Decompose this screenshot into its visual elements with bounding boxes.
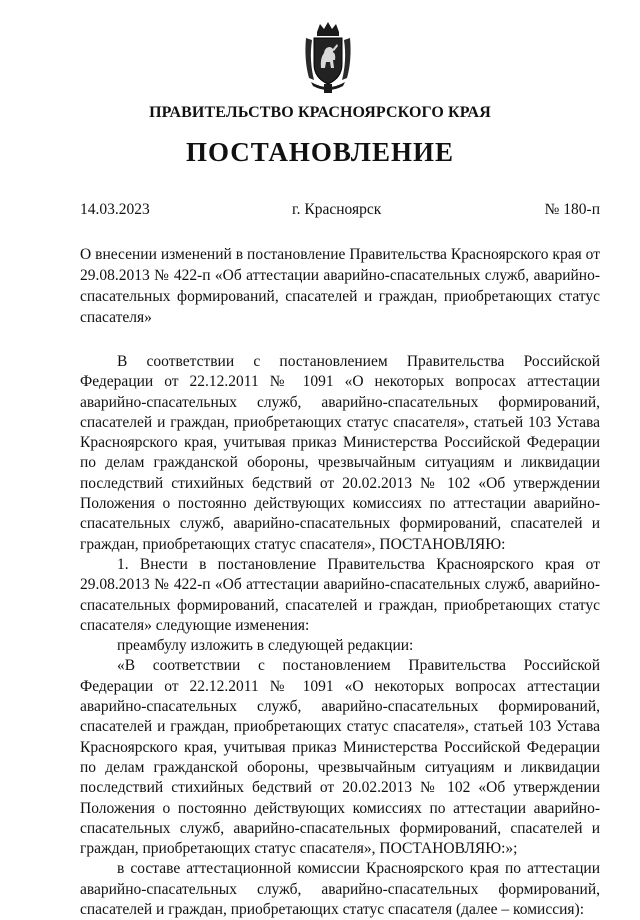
document-city: г. Красноярск <box>292 201 382 218</box>
body-paragraph: В соответствии с постановлением Правительства Российской Федерации от 22.12.2011 № 1091 «О некоторых вопросах аттестации аварийно-спасательных служб, аварийно-спасательных формирований, спасателей и граждан, приобретающих статус спасателя», статьей 103 Устава Красноярского края, учитывая приказ Министерства Российской Федерации по делам гражданской обороны, чрезвычайным ситуациям и ликвидации последствий стихийных бедствий от 20.02.2013 № 102 «Об утверждении Положения о постоянно действующих комиссиях по аттестации аварийно-спасательных служб, аварийно-спасательных формирований, спасателей и граждан, приобретающих статус спасателя», ПОСТАНОВЛЯЮ: <box>80 353 600 553</box>
document-meta <box>80 201 600 221</box>
document-title: О внесении изменений в постановление Правительства Красноярского края от 29.08.2013 № 422-п «Об аттестации аварийно-спасательных служб, аварийно-спасательных формирований, спасателей и граждан, приобретающих статус спасателя» <box>80 246 600 326</box>
body-paragraph: «В соответствии с постановлением Правительства Российской Федерации от 22.12.2011 № 1091 «О некоторых вопросах аттестации аварийно-спасательных служб, аварийно-спасательных формирований, спасателей и граждан, приобретающих статус спасателя», статьей 103 Устава Красноярского края, учитывая приказ Министерства Российской Федерации по делам гражданской обороны, чрезвычайным ситуациям и ликвидации последствий стихийных бедствий от 20.02.2013 № 102 «Об утверждении Положения о постоянно действующих комиссиях по аттестации аварийно-спасательных служб, аварийно-спасательных формирований, спасателей и граждан, приобретающих статус спасателя», ПОСТАНОВЛЯЮ:»; <box>80 657 600 858</box>
body-paragraph: преамбулу изложить в следующей редакции: <box>117 637 414 655</box>
document-body <box>80 352 600 920</box>
body-paragraph: в составе аттестационной комиссии Красноярского края по аттестации аварийно-спасательных служб, аварийно-спасательных формирований, спасателей и граждан, приобретающих статус спасателя (далее – комиссия): <box>80 860 600 919</box>
document-number: № 180-п <box>544 201 600 218</box>
coat-of-arms-icon <box>303 20 353 94</box>
organization-name: ПРАВИТЕЛЬСТВО КРАСНОЯРСКОГО КРАЯ <box>149 104 491 121</box>
document-date: 14.03.2023 <box>80 201 150 218</box>
body-paragraph: 1. Внести в постановление Правительства Красноярского края от 29.08.2013 № 422-п «Об аттестации аварийно-спасательных служб, аварийно-спасательных формирований, спасателей и граждан, приобретающих статус спасателя» следующие изменения: <box>80 555 600 634</box>
document-type: ПОСТАНОВЛЕНИЕ <box>185 137 455 167</box>
